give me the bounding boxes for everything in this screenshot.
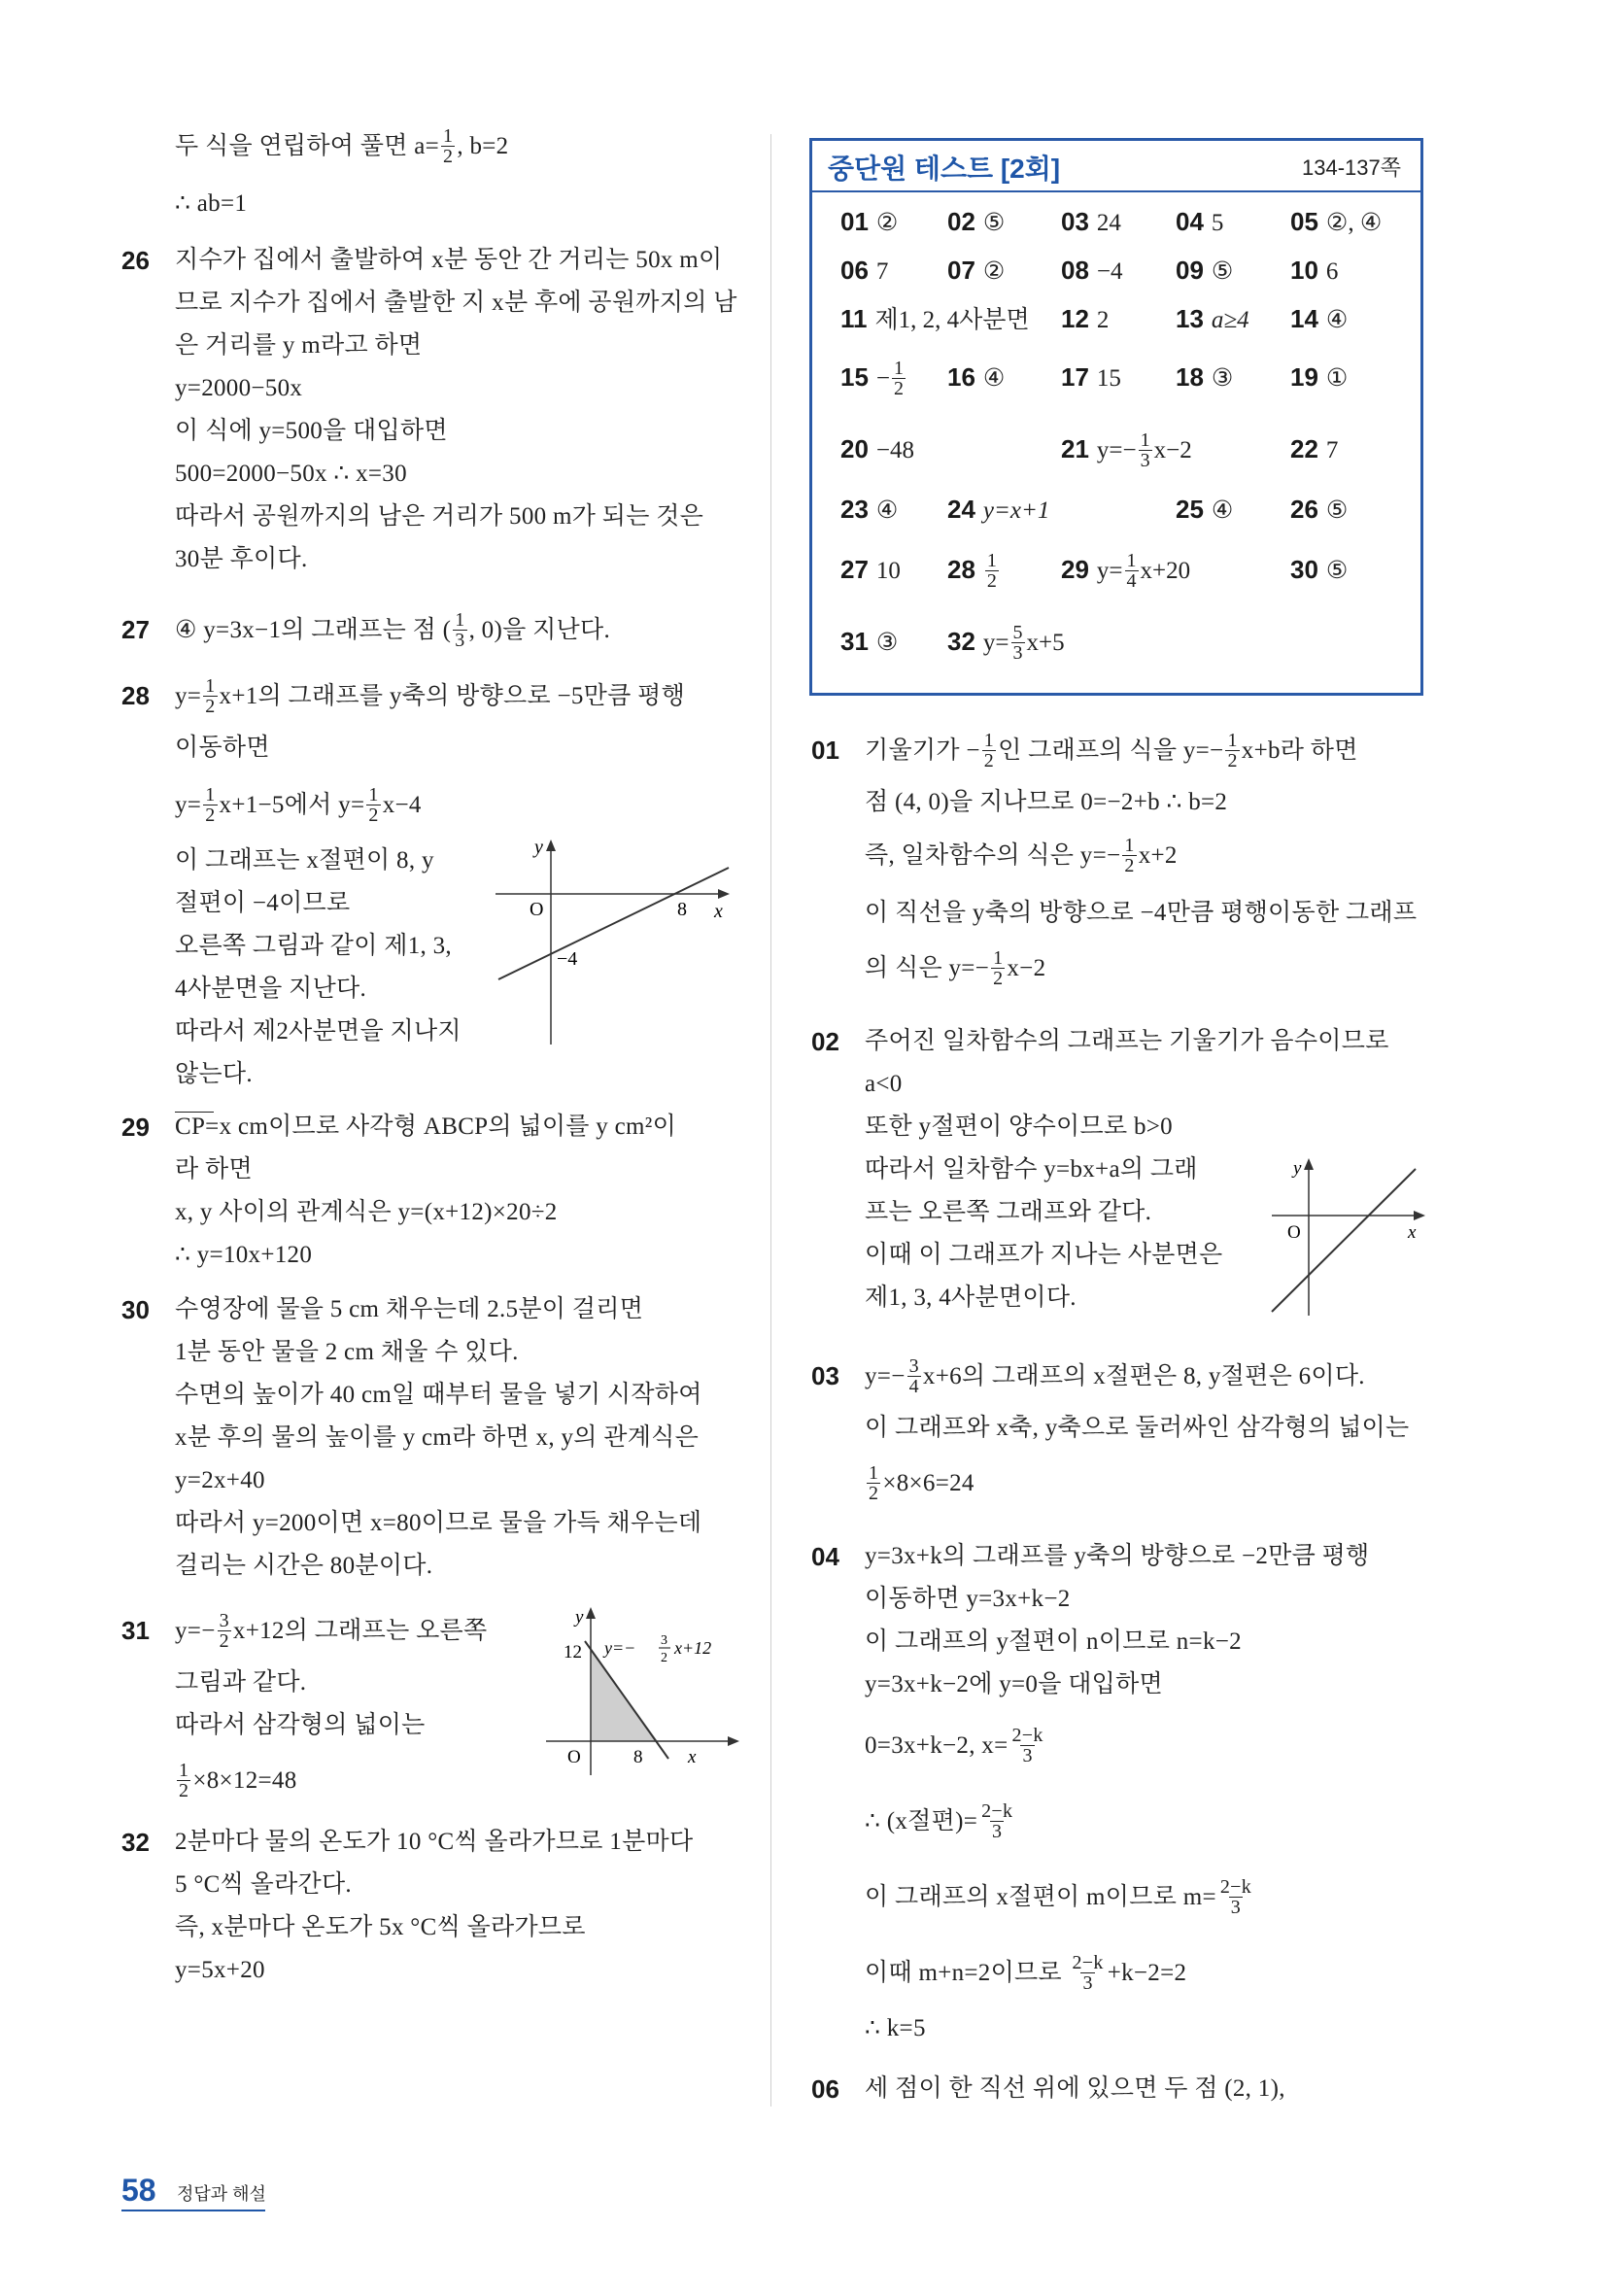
text-line: y=2000−50x: [175, 375, 303, 401]
problem-number: 31: [121, 1616, 150, 1645]
text-line: ∴ y=10x+120: [175, 1242, 313, 1268]
x-axis-arrow: [1414, 1211, 1425, 1220]
overline: [175, 1112, 214, 1113]
text-line: ④ y=3x−1의 그래프는 점 ( $\frac{1}{3}$ , 0)을 지난다.: [175, 609, 610, 651]
answer-item: 29 y= $\frac{1}{4}$ x+20: [1061, 549, 1191, 592]
y-axis-arrow: [586, 1607, 596, 1619]
x-axis-arrow: [718, 889, 730, 899]
text-line: 않는다.: [175, 1061, 253, 1087]
line-label: y=−: [604, 1638, 636, 1658]
answer-item: 01 ②: [840, 207, 899, 236]
x-label: x: [688, 1747, 697, 1767]
problem-number: 30: [121, 1295, 150, 1324]
text-line: y=2x+40: [175, 1467, 265, 1493]
y-label: y: [1293, 1158, 1302, 1179]
answer-item: 15 − $\frac{1}{2}$: [840, 357, 905, 399]
text-line: 2분마다 물의 온도가 10 °C씩 올라가므로 1분마다: [175, 1829, 694, 1855]
y-axis-arrow: [546, 840, 556, 851]
text-line: $\frac{1}{2}$ ×8×12=48: [179, 1760, 297, 1801]
x-axis-arrow: [728, 1736, 739, 1746]
problem-number: 03: [811, 1361, 839, 1390]
answer-item: 27 10: [840, 555, 901, 584]
answer-item: 21 y=− $\frac{1}{3}$ x−2: [1061, 428, 1192, 471]
text-line: 주어진 일차함수의 그래프는 기울기가 음수이므로: [865, 1028, 1389, 1054]
text-line: x, y 사이의 관계식은 y=(x+12)×20÷2: [175, 1199, 558, 1225]
text-line: 이 그래프와 x축, y축으로 둘러싸인 삼각형의 넓이는: [865, 1415, 1410, 1441]
text-line: 점 (4, 0)을 지나므로 0=−2+b ∴ b=2: [865, 789, 1228, 815]
problem-number: 29: [121, 1113, 150, 1142]
text-line: 걸리는 시간은 80분이다.: [175, 1553, 433, 1579]
x-intercept-label: 8: [633, 1747, 643, 1767]
problem-number: 32: [121, 1828, 150, 1857]
text-line: 따라서 y=200이면 x=80이므로 물을 가득 채우는데: [175, 1510, 702, 1536]
answer-item: 10 6: [1290, 256, 1339, 285]
text-line: 므로 지수가 집에서 출발한 지 x분 후에 공원까지의 남: [175, 290, 737, 316]
answer-item: 28 $\frac{1}{2}$: [947, 549, 997, 592]
text-line: 의 식은 y=− $\frac{1}{2}$ x−2: [865, 947, 1046, 989]
answer-item: 07 ②: [947, 256, 1006, 285]
problem-number: 02: [811, 1027, 839, 1056]
problem-number: 26: [121, 246, 150, 275]
text-line: 이 그래프는 x절편이 8, y: [175, 847, 434, 874]
line-label-den: 2: [661, 1651, 667, 1665]
text-line: a<0: [865, 1071, 903, 1097]
answer-item: 08 −4: [1061, 256, 1123, 285]
text-line: 즉, x분마다 온도가 5x °C씩 올라가므로: [175, 1914, 586, 1940]
answer-item: 12 2: [1061, 304, 1110, 333]
text-line: 1분 동안 물을 2 cm 채울 수 있다.: [175, 1339, 519, 1365]
text-line: 따라서 제2사분면을 지나지: [175, 1018, 462, 1045]
origin-label: O: [567, 1747, 581, 1767]
answer-item: 03 24: [1061, 207, 1121, 236]
text-line: 이 그래프의 x절편이 m이므로 m= $\frac{2-k}{3}$: [865, 1876, 1252, 1918]
answer-item: 11 제1, 2, 4사분면: [840, 304, 1030, 333]
origin-label: O: [530, 899, 544, 920]
answer-item: 17 15: [1061, 362, 1121, 392]
text-line: ∴ (x절편)= $\frac{2-k}{3}$: [865, 1800, 1013, 1842]
y-label: y: [575, 1607, 584, 1628]
graph-02: [1268, 1154, 1433, 1321]
text-line: 이 그래프의 y절편이 n이므로 n=k−2: [865, 1628, 1242, 1655]
problem-number: 04: [811, 1542, 839, 1571]
answer-item: 18 ③: [1176, 362, 1234, 392]
page-number: 58: [121, 2173, 156, 2208]
text-line: 4사분면을 지난다.: [175, 976, 367, 1002]
text-line: 30분 후이다.: [175, 546, 308, 572]
answer-item: 24 y=x+1: [947, 495, 1050, 524]
origin-label: O: [1287, 1222, 1301, 1243]
answer-item: 16 ④: [947, 362, 1006, 392]
x-label: x: [1408, 1222, 1417, 1243]
text-line: 즉, 일차함수의 식은 y=− $\frac{1}{2}$ x+2: [865, 835, 1178, 876]
text-line: 기울기가 − $\frac{1}{2}$ 인 그래프의 식을 y=− $\frac{1}{2}$ x+b라 하면: [865, 730, 1358, 771]
answer-item: 14 ④: [1290, 304, 1349, 333]
text-line: y=5x+20: [175, 1957, 265, 1983]
text-line: 그림과 같다.: [175, 1669, 307, 1696]
answer-item: 09 ⑤: [1176, 256, 1234, 285]
text-line: 은 거리를 y m라고 하면: [175, 332, 423, 359]
text-line: y=− $\frac{3}{4}$ x+6의 그래프의 x절편은 8, y절편은 6이다.: [865, 1355, 1365, 1397]
answer-item: 32 y= $\frac{5}{3}$ x+5: [947, 621, 1065, 664]
text-line: 이동하면: [175, 735, 270, 761]
text-line: y=− $\frac{3}{2}$ x+12의 그래프는 오른쪽: [175, 1610, 488, 1652]
text-line: 0=3x+k−2, x= $\frac{2-k}{3}$: [865, 1725, 1043, 1766]
answer-item: 02 ⑤: [947, 207, 1006, 236]
text-line: 또한 y절편이 양수이므로 b>0: [865, 1114, 1173, 1140]
answer-item: 13 a≥4: [1176, 304, 1249, 333]
text-line: 따라서 일차함수 y=bx+a의 그래: [865, 1156, 1198, 1182]
text-line: 이 직선을 y축의 방향으로 −4만큼 평행이동한 그래프: [865, 900, 1418, 926]
text-line: y=3x+k−2에 y=0을 대입하면: [865, 1671, 1163, 1697]
text-line: y= $\frac{1}{2}$ x+1−5에서 y= $\frac{1}{2}$ x−4: [175, 784, 422, 826]
answer-item: 26 ⑤: [1290, 495, 1349, 524]
text-line: 수면의 높이가 40 cm일 때부터 물을 넣기 시작하여: [175, 1382, 702, 1408]
text-line: 프는 오른쪽 그래프와 같다.: [865, 1199, 1152, 1225]
line-label-tail: x+12: [674, 1638, 712, 1658]
text-line: y= $\frac{1}{2}$ x+1의 그래프를 y축의 방향으로 −5만큼 평행: [175, 675, 686, 717]
graph-31: [544, 1605, 743, 1780]
text-line: 제1, 3, 4사분면이다.: [865, 1285, 1077, 1311]
y-intercept-label: 12: [564, 1642, 582, 1662]
problem-number: 28: [121, 681, 150, 710]
y-intercept-label: −4: [557, 948, 578, 970]
text-line: 두 식을 연립하여 풀면 a= $\frac{1}{2}$ , b=2: [175, 125, 509, 167]
answer-box-pages: 134-137쪽: [1302, 155, 1401, 180]
answer-item: 23 ④: [840, 495, 899, 524]
text-line: 이 식에 y=500을 대입하면: [175, 418, 448, 444]
answer-item: 05 ②, ④: [1290, 207, 1383, 236]
problem-number: 27: [121, 615, 150, 644]
text-line: 수영장에 물을 5 cm 채우는데 2.5분이 걸리면: [175, 1296, 644, 1322]
text-line: 오른쪽 그림과 같이 제1, 3,: [175, 933, 452, 959]
text-line: 5 °C씩 올라간다.: [175, 1871, 352, 1898]
text-line: ∴ k=5: [865, 2015, 926, 2041]
answer-item: 20 −48: [840, 434, 915, 463]
problem-number: 06: [811, 2074, 839, 2104]
answer-item: 31 ③: [840, 627, 899, 656]
text-line: 따라서 공원까지의 남은 거리가 500 m가 되는 것은: [175, 503, 704, 530]
answer-item: 06 7: [840, 256, 889, 285]
footer-rule: [121, 2210, 265, 2211]
text-line: 세 점이 한 직선 위에 있으면 두 점 (2, 1),: [865, 2075, 1285, 2102]
graph-28: [491, 836, 738, 1049]
text-line: 이동하면 y=3x+k−2: [865, 1586, 1071, 1612]
graph-line: [498, 868, 729, 979]
line-label-num: 3: [661, 1633, 667, 1648]
text-line: 500=2000−50x ∴ x=30: [175, 461, 407, 487]
text-line: 이때 m+n=2이므로 $\frac{2-k}{3}$ +k−2=2: [865, 1952, 1187, 1994]
x-intercept-label: 8: [677, 899, 687, 920]
text-line: CP=x cm이므로 사각형 ABCP의 넓이를 y cm²이: [175, 1114, 677, 1140]
answer-item: 22 7: [1290, 434, 1339, 463]
column-divider: [770, 134, 771, 2107]
answer-item: 19 ①: [1290, 362, 1349, 392]
footer-label: 정답과 해설: [177, 2184, 266, 2204]
text-line: y=3x+k의 그래프를 y축의 방향으로 −2만큼 평행: [865, 1543, 1370, 1569]
answer-item: 04 5: [1176, 207, 1224, 236]
answer-box-rule: [812, 190, 1420, 192]
text-line: 지수가 집에서 출발하여 x분 동안 간 거리는 50x m이: [175, 247, 723, 273]
text-line: 라 하면: [175, 1156, 253, 1182]
y-label: y: [534, 837, 543, 858]
answer-box-title: 중단원 테스트 [2회]: [828, 154, 1061, 184]
problem-number: 01: [811, 736, 839, 765]
text-line: ∴ ab=1: [175, 190, 248, 217]
text-line: 이때 이 그래프가 지나는 사분면은: [865, 1242, 1223, 1268]
answer-item: 25 ④: [1176, 495, 1234, 524]
text-line: x분 후의 물의 높이를 y cm라 하면 x, y의 관계식은: [175, 1424, 700, 1451]
answer-item: 30 ⑤: [1290, 555, 1349, 584]
text-line: $\frac{1}{2}$ ×8×6=24: [869, 1462, 974, 1504]
text-line: 절편이 −4이므로: [175, 890, 351, 916]
y-axis-arrow: [1304, 1158, 1314, 1170]
text-line: 따라서 삼각형의 넓이는: [175, 1712, 426, 1738]
x-label: x: [714, 901, 723, 922]
